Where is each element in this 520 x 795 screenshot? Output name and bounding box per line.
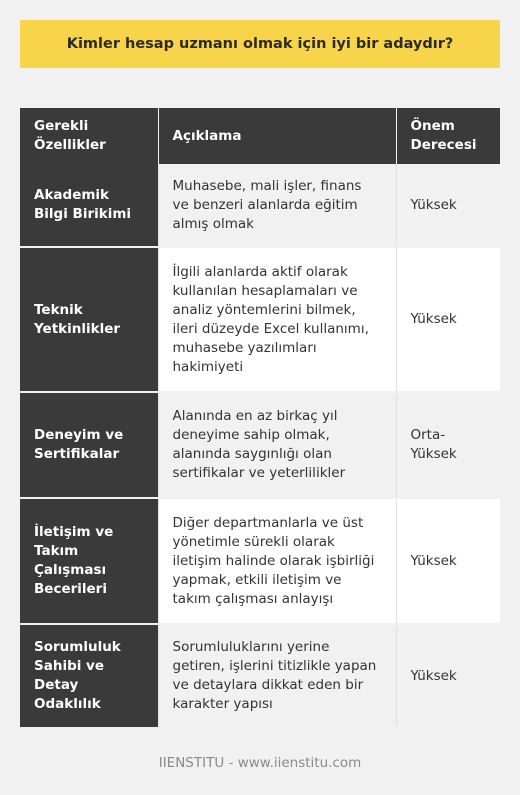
header-importance: Önem Derecesi: [396, 108, 500, 164]
importance-cell: Orta-Yüksek: [396, 392, 500, 498]
description-cell: Alanında en az birkaç yıl deneyime sahip olmak, alanında saygınlığı olan sertifikalar ve yeterlilikler: [158, 392, 396, 498]
feature-cell: İletişim ve Takım Çalışması Becerileri: [20, 498, 158, 624]
feature-cell: Teknik Yetkinlikler: [20, 247, 158, 392]
requirements-table: [20, 108, 500, 729]
description-cell: Muhasebe, mali işler, finans ve benzeri alanlarda eğitim almış olmak: [158, 164, 396, 247]
table-row: [20, 498, 500, 624]
title-banner: [20, 20, 500, 68]
importance-cell: Yüksek: [396, 164, 500, 247]
feature-cell: Deneyim ve Sertifikalar: [20, 392, 158, 498]
description-cell: Sorumluluklarını yerine getiren, işlerini titizlikle yapan ve detaylara dikkat eden bir karakter yapısı: [158, 624, 396, 728]
feature-cell: Akademik Bilgi Birikimi: [20, 164, 158, 247]
importance-cell: Yüksek: [396, 498, 500, 624]
table-row: [20, 392, 500, 498]
importance-cell: Yüksek: [396, 247, 500, 392]
header-features: Gerekli Özellikler: [20, 108, 158, 164]
importance-cell: Yüksek: [396, 624, 500, 728]
page-title: Kimler hesap uzmanı olmak için iyi bir adaydır?: [66, 36, 454, 52]
footer-credit: IIENSTITU - www.iienstitu.com: [158, 755, 362, 771]
feature-cell: Sorumluluk Sahibi ve Detay Odaklılık: [20, 624, 158, 728]
table-header-row: [20, 108, 500, 164]
table-row: [20, 247, 500, 392]
table-row: [20, 164, 500, 247]
header-description: Açıklama: [158, 108, 396, 164]
table-row: [20, 624, 500, 728]
description-cell: İlgili alanlarda aktif olarak kullanılan hesaplamaları ve analiz yöntemlerini bilmek, ileri düzeyde Excel kullanımı, muhasebe yazılımları hakimiyeti: [158, 247, 396, 392]
description-cell: Diğer departmanlarla ve üst yönetimle sürekli olarak iletişim halinde olarak işbirliği yapmak, etkili iletişim ve takım çalışması anlayışı: [158, 498, 396, 624]
